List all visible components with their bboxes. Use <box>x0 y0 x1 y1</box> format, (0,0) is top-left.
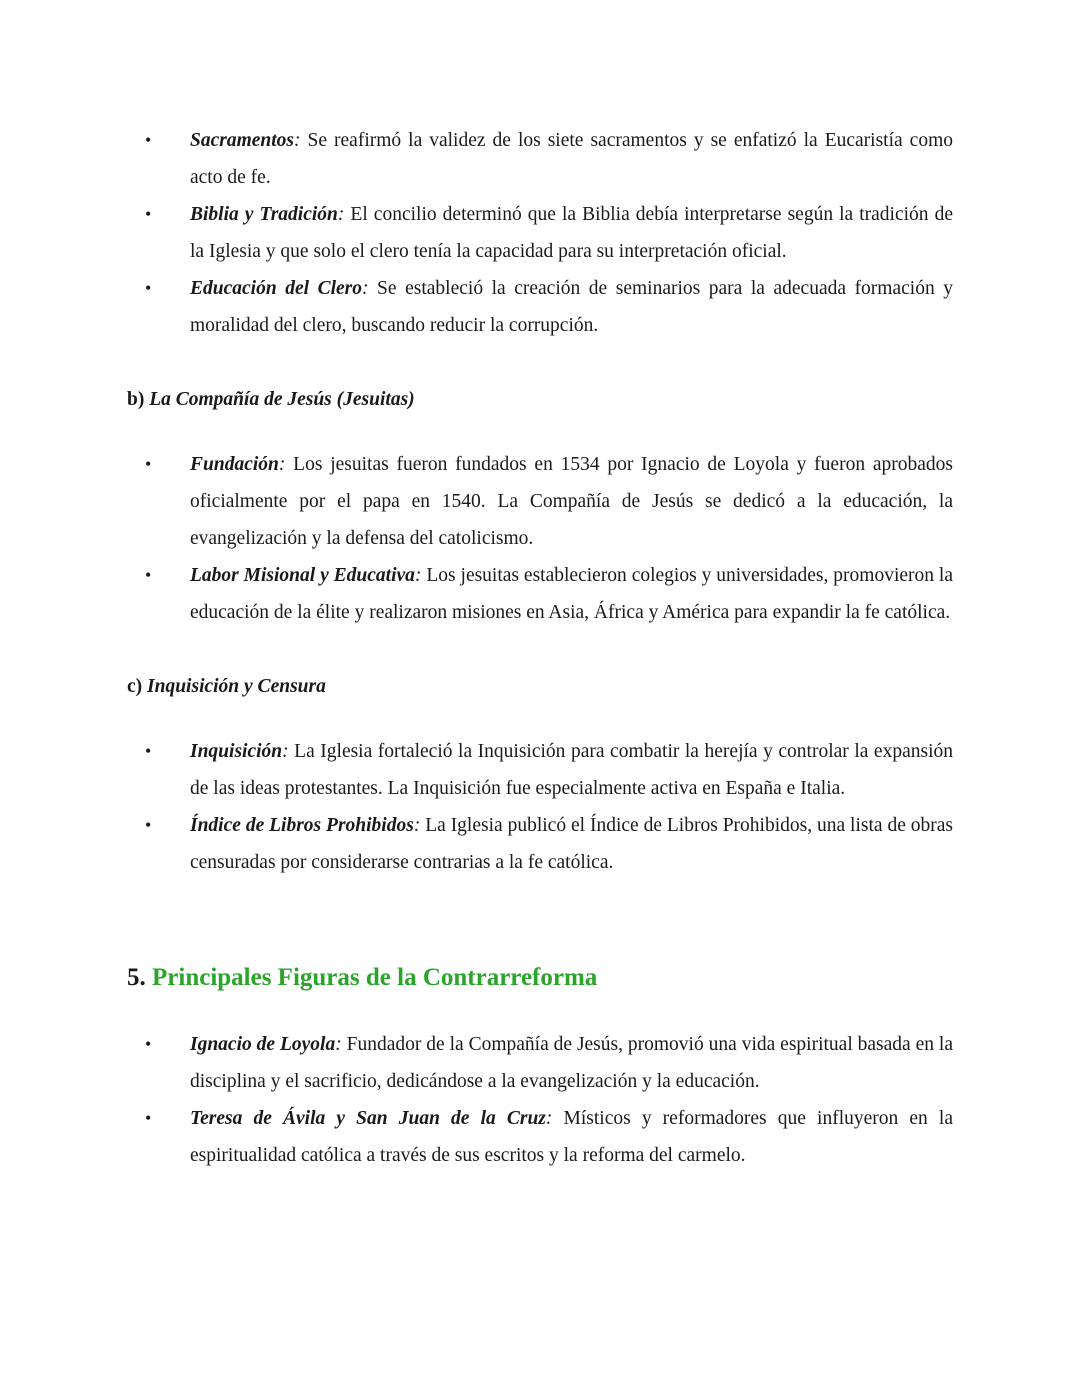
subheading-prefix: b) <box>127 389 145 410</box>
bullet-icon: • <box>145 1108 152 1128</box>
bullet-icon: • <box>145 130 152 150</box>
colon: : <box>362 278 369 299</box>
colon: : <box>414 565 422 586</box>
bullet-icon: • <box>145 204 152 224</box>
item-term: Labor Misional y Educativa <box>190 565 415 586</box>
bullet-icon: • <box>145 454 152 474</box>
bullet-list-trent <box>127 122 953 344</box>
item-text: La Iglesia fortaleció la Inquisición para combatir la herejía y controlar la expansión de las ideas protestantes. La Inquisición fue especialmente activa en España e Italia. <box>190 741 953 799</box>
subheading-jesuitas <box>127 381 953 418</box>
item-text: La Iglesia publicó el Índice de Libros Prohibidos, una lista de obras censuradas por considerarse contrarias a la fe católica. <box>190 815 954 873</box>
item-term: Teresa de Ávila y San Juan de la Cruz <box>190 1108 546 1129</box>
subheading-title: La Compañía de Jesús (Jesuitas) <box>149 389 415 410</box>
colon: : <box>278 454 286 475</box>
bullet-list-jesuitas <box>127 446 953 631</box>
list-item <box>127 122 953 196</box>
item-term: Fundación <box>190 454 279 475</box>
colon: : <box>413 815 421 836</box>
list-item <box>127 733 953 807</box>
bullet-icon: • <box>145 565 152 585</box>
item-term: Ignacio de Loyola <box>190 1034 336 1055</box>
section-title: Principales Figuras de la Contrarreforma <box>152 964 598 991</box>
list-item <box>127 446 953 557</box>
list-item <box>127 557 953 631</box>
item-text: Místicos y reformadores que influyeron en la espiritualidad católica a través de sus escritos y la reforma del carmelo. <box>190 1108 953 1166</box>
bullet-icon: • <box>145 741 152 761</box>
item-text: Se reafirmó la validez de los siete sacramentos y se enfatizó la Eucaristía como acto de fe. <box>190 130 953 188</box>
list-item <box>127 1100 953 1174</box>
item-text: Los jesuitas fueron fundados en 1534 por Ignacio de Loyola y fueron aprobados oficialmente por el papa en 1540. La Compañía de Jesús se dedicó a la educación, la evangelización y la defensa del catolicismo. <box>190 454 953 549</box>
colon: : <box>337 204 345 225</box>
list-item <box>127 1026 953 1100</box>
item-text: Fundador de la Compañía de Jesús, promovió una vida espiritual basada en la disciplina y el sacrificio, dedicándose a la evangelización y la educación. <box>190 1034 953 1092</box>
item-term: Índice de Libros Prohibidos <box>190 815 414 836</box>
list-item <box>127 270 953 344</box>
list-item <box>127 196 953 270</box>
item-term: Educación del Clero <box>190 278 363 299</box>
section-number: 5. <box>127 964 146 991</box>
bullet-icon: • <box>145 278 152 298</box>
item-text: Los jesuitas establecieron colegios y universidades, promovieron la educación de la élite y realizaron misiones en Asia, África y América para expandir la fe católica. <box>190 565 953 623</box>
list-item <box>127 807 953 881</box>
bullet-list-inquisicion <box>127 733 953 881</box>
colon: : <box>294 130 301 151</box>
item-text: El concilio determinó que la Biblia debía interpretarse según la tradición de la Iglesia y que solo el clero tenía la capacidad para su interpretación oficial. <box>190 204 953 262</box>
item-text: Se estableció la creación de seminarios para la adecuada formación y moralidad del clero, buscando reducir la corrupción. <box>190 278 953 336</box>
subheading-prefix: c) <box>127 676 143 697</box>
bullet-icon: • <box>145 1034 152 1054</box>
bullet-list-figuras <box>127 1026 953 1174</box>
item-term: Inquisición <box>190 741 283 762</box>
colon: : <box>545 1108 553 1129</box>
item-term: Biblia y Tradición <box>190 204 338 225</box>
colon: : <box>282 741 289 762</box>
subheading-title: Inquisición y Censura <box>147 676 326 697</box>
bullet-icon: • <box>145 815 152 835</box>
item-term: Sacramentos <box>190 130 295 151</box>
section-heading-figuras <box>127 958 953 998</box>
subheading-inquisicion <box>127 668 953 705</box>
colon: : <box>335 1034 342 1055</box>
